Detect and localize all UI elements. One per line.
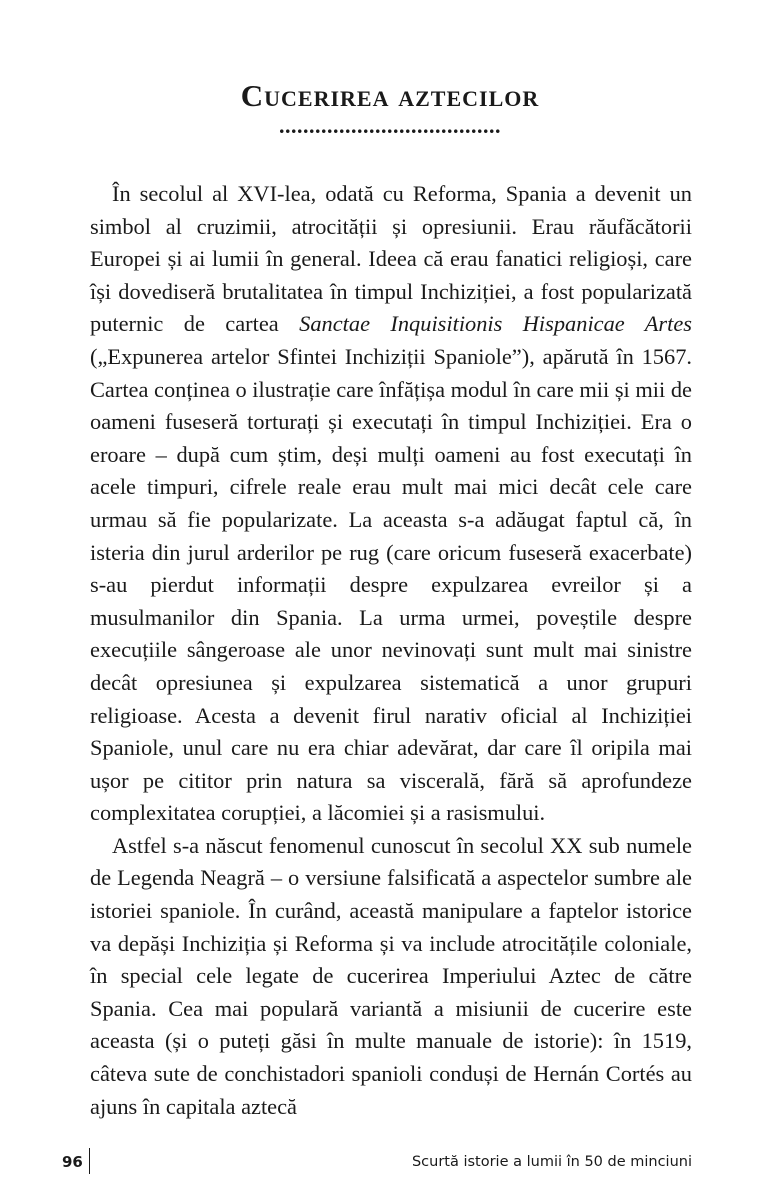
paragraph-2: Astfel s-a născut fenomenul cunoscut în secolul XX sub numele de Legenda Neagră – o versiune falsificată a aspectelor sumbre ale istoriei spaniole. În curând, această manipulare a faptelor istorice va depăși Inchiziția și Reforma și va include atrocitățile coloniale, în special cele legate de cucerirea Imperiului Aztec de către Spania. Cea mai populară variantă a misiunii de cucerire este aceasta (și o puteți găsi în multe manuale de istorie): în 1519, câteva sute de conchistadori spanioli conduși de Hernán Cortés au ajuns în capitala aztecă	[90, 832, 692, 1119]
book-title-italic: Sanctae Inquisitionis Hispanicae Artes	[299, 311, 692, 337]
body-text	[90, 178, 692, 1123]
paragraph-1	[90, 178, 692, 830]
page-number: 96	[62, 1153, 83, 1171]
page-footer	[0, 1148, 780, 1178]
chapter-title: Cucerirea aztecilor	[240, 78, 540, 113]
paragraph-1-text-start: În secolul al XVI-lea, odată cu Reforma, Spania a devenit un simbol al cruzimii, atrocității și opresiunii. Erau răufăcătorii Europei și ai lumii în general. Ideea că erau fanatici religioși, care își dovediseră brutalitatea în timpul Inchiziției, a fost popularizată puternic de cartea	[90, 181, 692, 337]
paragraph-1-text-end: („Expunerea artelor Sfintei Inchiziții Spaniole”), apărută în 1567. Cartea conținea o ilustrație care înfățișa modul în care mii și mii de oameni fuseseră torturați și executați în timpul Inchiziției. Era o eroare – după cum știm, deși mulți oameni au fost executați în acele timpuri, cifrele reale erau mult mai mici decât cele care urmau să fie popularizate. La aceasta s-a adăugat faptul că, în isteria din jurul arderilor pe rug (care oricum fuseseră exacerbate) s-au pierdut informații despre expulzarea evreilor și a musulmanilor din Spania. La urma urmei, poveștile despre execuțiile sângeroase ale unor nevinovați sunt mult mai sinistre decât opresiunea și expulzarea sistematică a unor grupuri religioase. Acesta a devenit firul narativ oficial al Inchiziției Spaniole, unul care nu era chiar adevărat, dar care îl oripila mai ușor pe cititor prin natura sa viscerală, fără să aprofundeze complexitatea corupției, a lăcomiei și a rasismului.	[90, 343, 692, 826]
running-title: Scurtă istorie a lumii în 50 de minciuni	[411, 1154, 692, 1170]
footer-divider	[89, 1148, 90, 1174]
title-dotted-ornament: .....................................	[279, 113, 501, 138]
